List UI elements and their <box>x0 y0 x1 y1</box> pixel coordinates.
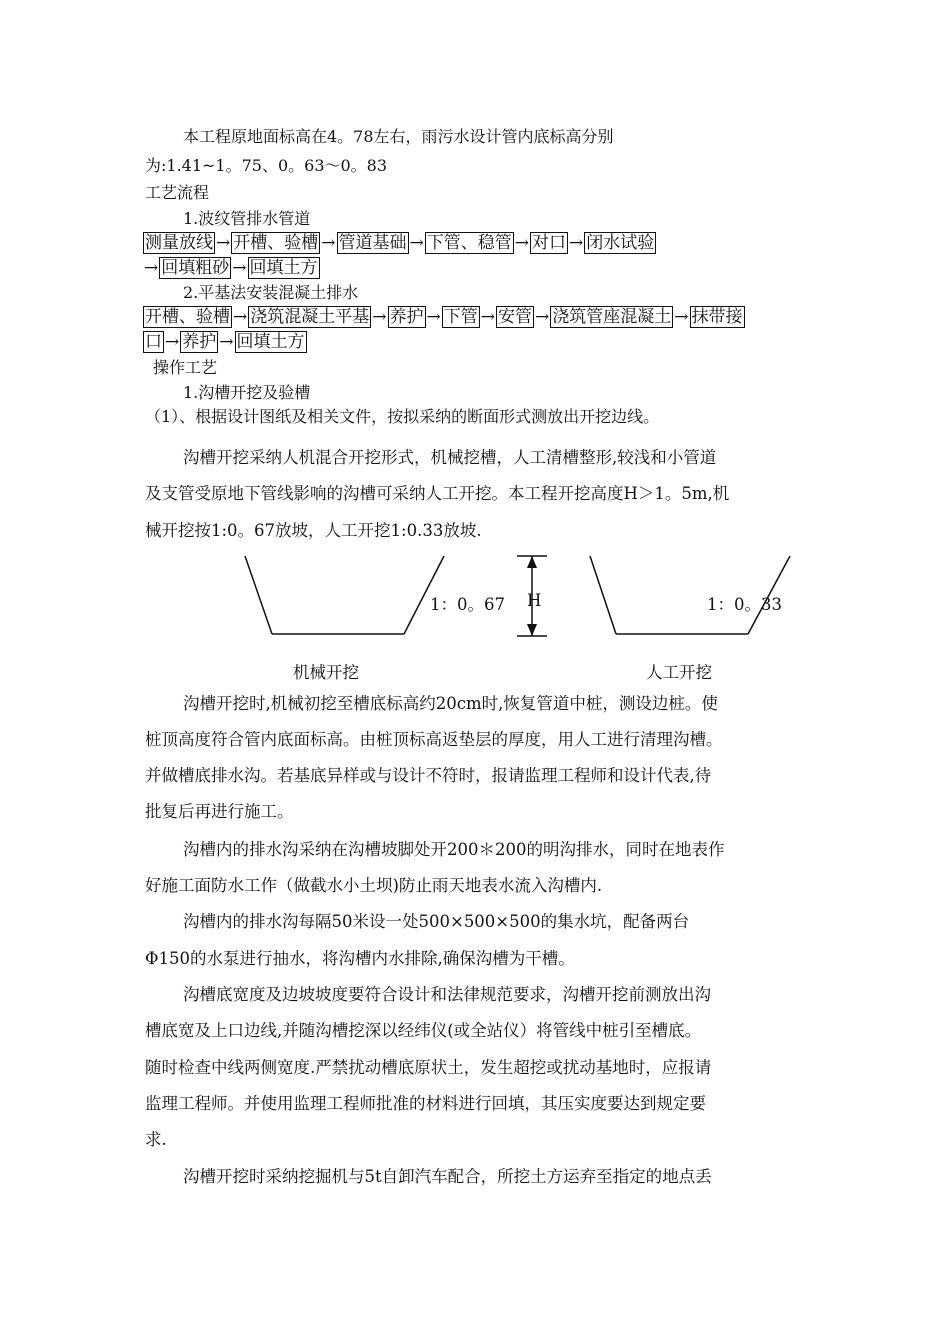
arrow-icon: → <box>233 307 248 327</box>
flow-step: 口 <box>145 332 162 352</box>
arrow-icon: → <box>480 307 495 327</box>
arrow-icon: → <box>372 307 387 327</box>
para1-line-2: 及支管受原地下管线影响的沟槽可采纳人工开挖。本工程开挖高度H＞1。5m,机 <box>145 484 730 503</box>
flow-step: 回填粗砂 <box>161 258 230 278</box>
para5-line-1: 沟槽底宽度及边坡坡度要符合设计和法律规范要求，沟槽开挖前测放出沟 <box>183 985 711 1004</box>
arrow-icon: → <box>232 258 247 278</box>
arrow-icon: → <box>426 307 441 327</box>
flow-step: 浇筑混凝土平基 <box>250 307 370 327</box>
para3-line-2: 好施工面防水工作（做截水小土坝)防止雨天地表水流入沟槽内. <box>145 876 603 895</box>
left-trench-wall <box>245 556 272 634</box>
arrow-down-icon <box>527 624 537 636</box>
flow-step: 下管 <box>443 307 478 327</box>
flow-step: 浇筑管座混凝土 <box>552 307 672 327</box>
flow-step: 抹带接 <box>691 307 743 327</box>
para2-line-2: 桩顶高度符合管内底面标高。由桩顶标高返垫层的厚度，用人工进行清理沟槽。 <box>145 730 723 749</box>
arrow-icon: → <box>219 332 234 352</box>
para3-line-1: 沟槽内的排水沟采纳在沟槽坡脚处开200＊200的明沟排水，同时在地表作 <box>183 840 725 859</box>
arrow-icon: → <box>321 233 336 253</box>
arrow-icon: → <box>216 233 231 253</box>
flow1-title: 1.波纹管排水管道 <box>183 209 311 228</box>
intro-line-2: 为:1.41~1。75、0。63～0。83 <box>145 156 388 175</box>
para5-line-3: 随时检查中线两侧宽度.严禁扰动槽底原状土，发生超挖或扰动基地时，应报请 <box>145 1058 712 1077</box>
arrow-icon: → <box>674 307 689 327</box>
flow2-title: 2.平基法安装混凝土排水 <box>183 283 359 302</box>
para1-line-3: 械开挖按1:0。67放坡，人工开挖1:0.33放坡. <box>145 521 482 540</box>
height-label: H <box>527 591 542 610</box>
flow-step: 下管、稳管 <box>426 233 512 253</box>
process-heading: 工艺流程 <box>145 183 210 202</box>
item-1: （1）、根据设计图纸及相关文件，按拟采纳的断面形式测放出开挖边线。 <box>145 407 660 426</box>
right-trench-wall <box>590 556 616 634</box>
para2-line-1: 沟槽开挖时,机械初挖至槽底标高约20cm时,恢复管道中桩，测设边桩。使 <box>183 694 718 713</box>
flow-step: 开槽、验槽 <box>145 307 230 327</box>
arrow-icon: → <box>165 332 180 352</box>
flow-step: 养护 <box>182 332 217 352</box>
flow-step: 回填土方 <box>249 258 318 278</box>
right-slope-ratio: 1：0。33 <box>707 595 782 614</box>
arrow-up-icon <box>527 556 537 568</box>
flow-step: 安管 <box>498 307 532 327</box>
arrow-icon: → <box>569 233 584 253</box>
right-caption: 人工开挖 <box>646 663 712 682</box>
flow-step: 对口 <box>532 233 566 253</box>
flow-step: 养护 <box>389 307 424 327</box>
para6-line-1: 沟槽开挖时采纳挖掘机与5t自卸汽车配合，所挖土方运弃至指定的地点丢 <box>183 1167 712 1186</box>
para5-line-4: 监理工程师。并使用监理工程师批准的材料进行回填，其压实度要达到规定要 <box>145 1094 706 1113</box>
operation-heading: 操作工艺 <box>153 358 218 377</box>
section1-title: 1.沟槽开挖及验槽 <box>183 383 311 402</box>
para1-line-1: 沟槽开挖采纳人机混合开挖形式，机械挖槽，人工清槽整形,较浅和小管道 <box>183 448 717 467</box>
flow-step: 管道基础 <box>338 233 407 253</box>
flow-step: 闭水试验 <box>586 233 655 253</box>
left-caption: 机械开挖 <box>293 663 359 682</box>
para4-line-2: Φ150的水泵进行抽水，将沟槽内水排除,确保沟槽为干槽。 <box>145 949 575 968</box>
para2-line-3: 并做槽底排水沟。若基底异样或与设计不符时，报请监理工程师和设计代表,待 <box>145 766 712 785</box>
flow-step: 开槽、验槽 <box>233 233 319 253</box>
para5-line-2: 槽底宽及上口边线,并随沟槽挖深以经纬仪(或全站仪）将管线中桩引至槽底。 <box>145 1021 702 1040</box>
flow-step: 回填土方 <box>236 332 305 352</box>
para2-line-4: 批复后再进行施工。 <box>145 802 294 821</box>
intro-line-1: 本工程原地面标高在4。78左右，雨污水设计管内底标高分别 <box>183 127 614 146</box>
arrow-icon: → <box>144 258 159 278</box>
para4-line-1: 沟槽内的排水沟每隔50米设一处500×500×500的集水坑，配备两台 <box>183 912 690 931</box>
arrow-icon: → <box>535 307 550 327</box>
para5-line-5: 求. <box>145 1130 167 1149</box>
left-slope-ratio: 1：0。67 <box>430 595 505 614</box>
arrow-icon: → <box>409 233 424 253</box>
flow-step: 测量放线 <box>145 233 213 253</box>
arrow-icon: → <box>514 233 529 253</box>
